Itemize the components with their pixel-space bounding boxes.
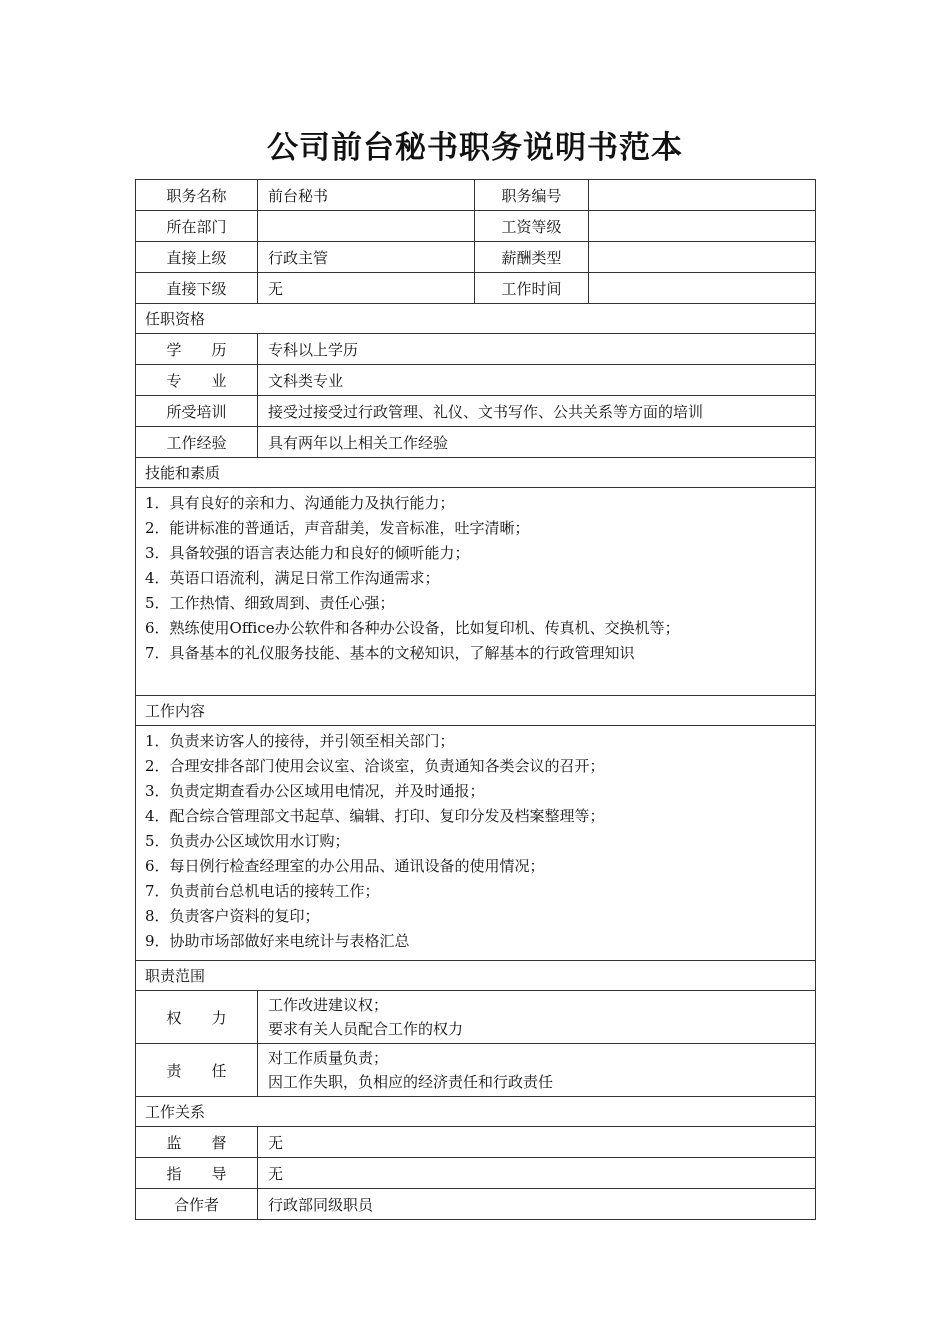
position-name-label: 职务名称 — [136, 180, 258, 211]
list-item: 4．英语口语流利，满足日常工作沟通需求； — [145, 569, 440, 587]
duties-heading: 工作内容 — [136, 696, 816, 726]
list-item: 2．能讲标准的普通话，声音甜美，发音标准，吐字清晰； — [145, 519, 530, 537]
authority-line: 要求有关人员配合工作的权力 — [268, 1020, 464, 1038]
pay-type-value — [589, 242, 816, 273]
list-item: 1．具有良好的亲和力、沟通能力及执行能力； — [145, 494, 455, 512]
list-item: 3．负责定期查看办公区域用电情况，并及时通报； — [145, 782, 485, 800]
row-department — [136, 211, 816, 242]
list-item: 1．负责来访客人的接待，并引领至相关部门； — [145, 732, 455, 750]
document-title: 公司前台秘书职务说明书范本 — [267, 130, 683, 166]
cooperate-label: 合作者 — [136, 1189, 258, 1220]
list-item: 3．具备较强的语言表达能力和良好的倾听能力； — [145, 544, 470, 562]
superior-value: 行政主管 — [258, 242, 475, 273]
major-value: 文科类专业 — [258, 365, 816, 396]
duties-list — [136, 726, 816, 961]
list-item: 6．每日例行检查经理室的办公用品、通讯设备的使用情况； — [145, 857, 545, 875]
guide-label: 指 导 — [136, 1158, 258, 1189]
education-label: 学 历 — [136, 334, 258, 365]
row-responsibility — [136, 1044, 816, 1097]
major-label: 专 业 — [136, 365, 258, 396]
qualification-heading: 任职资格 — [136, 304, 816, 334]
row-position-name — [136, 180, 816, 211]
authority-value — [258, 991, 816, 1044]
row-supervise — [136, 1127, 816, 1158]
training-label: 所受培训 — [136, 396, 258, 427]
training-value: 接受过接受过行政管理、礼仪、文书写作、公共关系等方面的培训 — [258, 396, 816, 427]
list-item: 5．负责办公区域饮用水订购； — [145, 832, 350, 850]
section-skills — [136, 458, 816, 488]
department-value — [258, 211, 475, 242]
education-value: 专科以上学历 — [258, 334, 816, 365]
superior-label: 直接上级 — [136, 242, 258, 273]
row-guide — [136, 1158, 816, 1189]
responsibility-value — [258, 1044, 816, 1097]
row-subordinate — [136, 273, 816, 304]
list-item: 2．合理安排各部门使用会议室、洽谈室，负责通知各类会议的召开； — [145, 757, 605, 775]
department-label: 所在部门 — [136, 211, 258, 242]
list-item: 8．负责客户资料的复印； — [145, 907, 320, 925]
position-code-value — [589, 180, 816, 211]
list-item: 4．配合综合管理部文书起草、编辑、打印、复印分发及档案整理等； — [145, 807, 605, 825]
skills-list — [136, 488, 816, 696]
row-major — [136, 365, 816, 396]
scope-heading: 职责范围 — [136, 961, 816, 991]
salary-grade-label: 工资等级 — [475, 211, 589, 242]
subordinate-label: 直接下级 — [136, 273, 258, 304]
row-superior — [136, 242, 816, 273]
list-item: 6．熟练使用Office办公软件和各种办公设备，比如复印机、传真机、交换机等； — [145, 619, 680, 637]
relations-heading: 工作关系 — [136, 1097, 816, 1127]
guide-value: 无 — [258, 1158, 816, 1189]
section-relations — [136, 1097, 816, 1127]
section-duties — [136, 696, 816, 726]
cooperate-value: 行政部同级职员 — [258, 1189, 816, 1220]
authority-line: 工作改进建议权； — [268, 996, 389, 1014]
work-time-value — [589, 273, 816, 304]
row-duties-list — [136, 726, 816, 961]
supervise-value: 无 — [258, 1127, 816, 1158]
list-item: 7．具备基本的礼仪服务技能、基本的文秘知识，了解基本的行政管理知识 — [145, 644, 635, 662]
section-qualification — [136, 304, 816, 334]
salary-grade-value — [589, 211, 816, 242]
skills-heading: 技能和素质 — [136, 458, 816, 488]
list-item: 5．工作热情、细致周到、责任心强； — [145, 594, 395, 612]
position-name-value: 前台秘书 — [258, 180, 475, 211]
subordinate-value: 无 — [258, 273, 475, 304]
responsibility-line: 对工作质量负责； — [268, 1049, 389, 1067]
list-item: 9．协助市场部做好来电统计与表格汇总 — [145, 932, 410, 950]
work-time-label: 工作时间 — [475, 273, 589, 304]
experience-label: 工作经验 — [136, 427, 258, 458]
job-description-table — [135, 179, 816, 1220]
row-authority — [136, 991, 816, 1044]
row-experience — [136, 427, 816, 458]
section-scope — [136, 961, 816, 991]
pay-type-label: 薪酬类型 — [475, 242, 589, 273]
row-cooperate — [136, 1189, 816, 1220]
authority-label: 权 力 — [136, 991, 258, 1044]
row-education — [136, 334, 816, 365]
supervise-label: 监 督 — [136, 1127, 258, 1158]
responsibility-line: 因工作失职，负相应的经济责任和行政责任 — [268, 1073, 554, 1091]
position-code-label: 职务编号 — [475, 180, 589, 211]
row-skills-list — [136, 488, 816, 696]
experience-value: 具有两年以上相关工作经验 — [258, 427, 816, 458]
row-training — [136, 396, 816, 427]
responsibility-label: 责 任 — [136, 1044, 258, 1097]
list-item: 7．负责前台总机电话的接转工作； — [145, 882, 380, 900]
